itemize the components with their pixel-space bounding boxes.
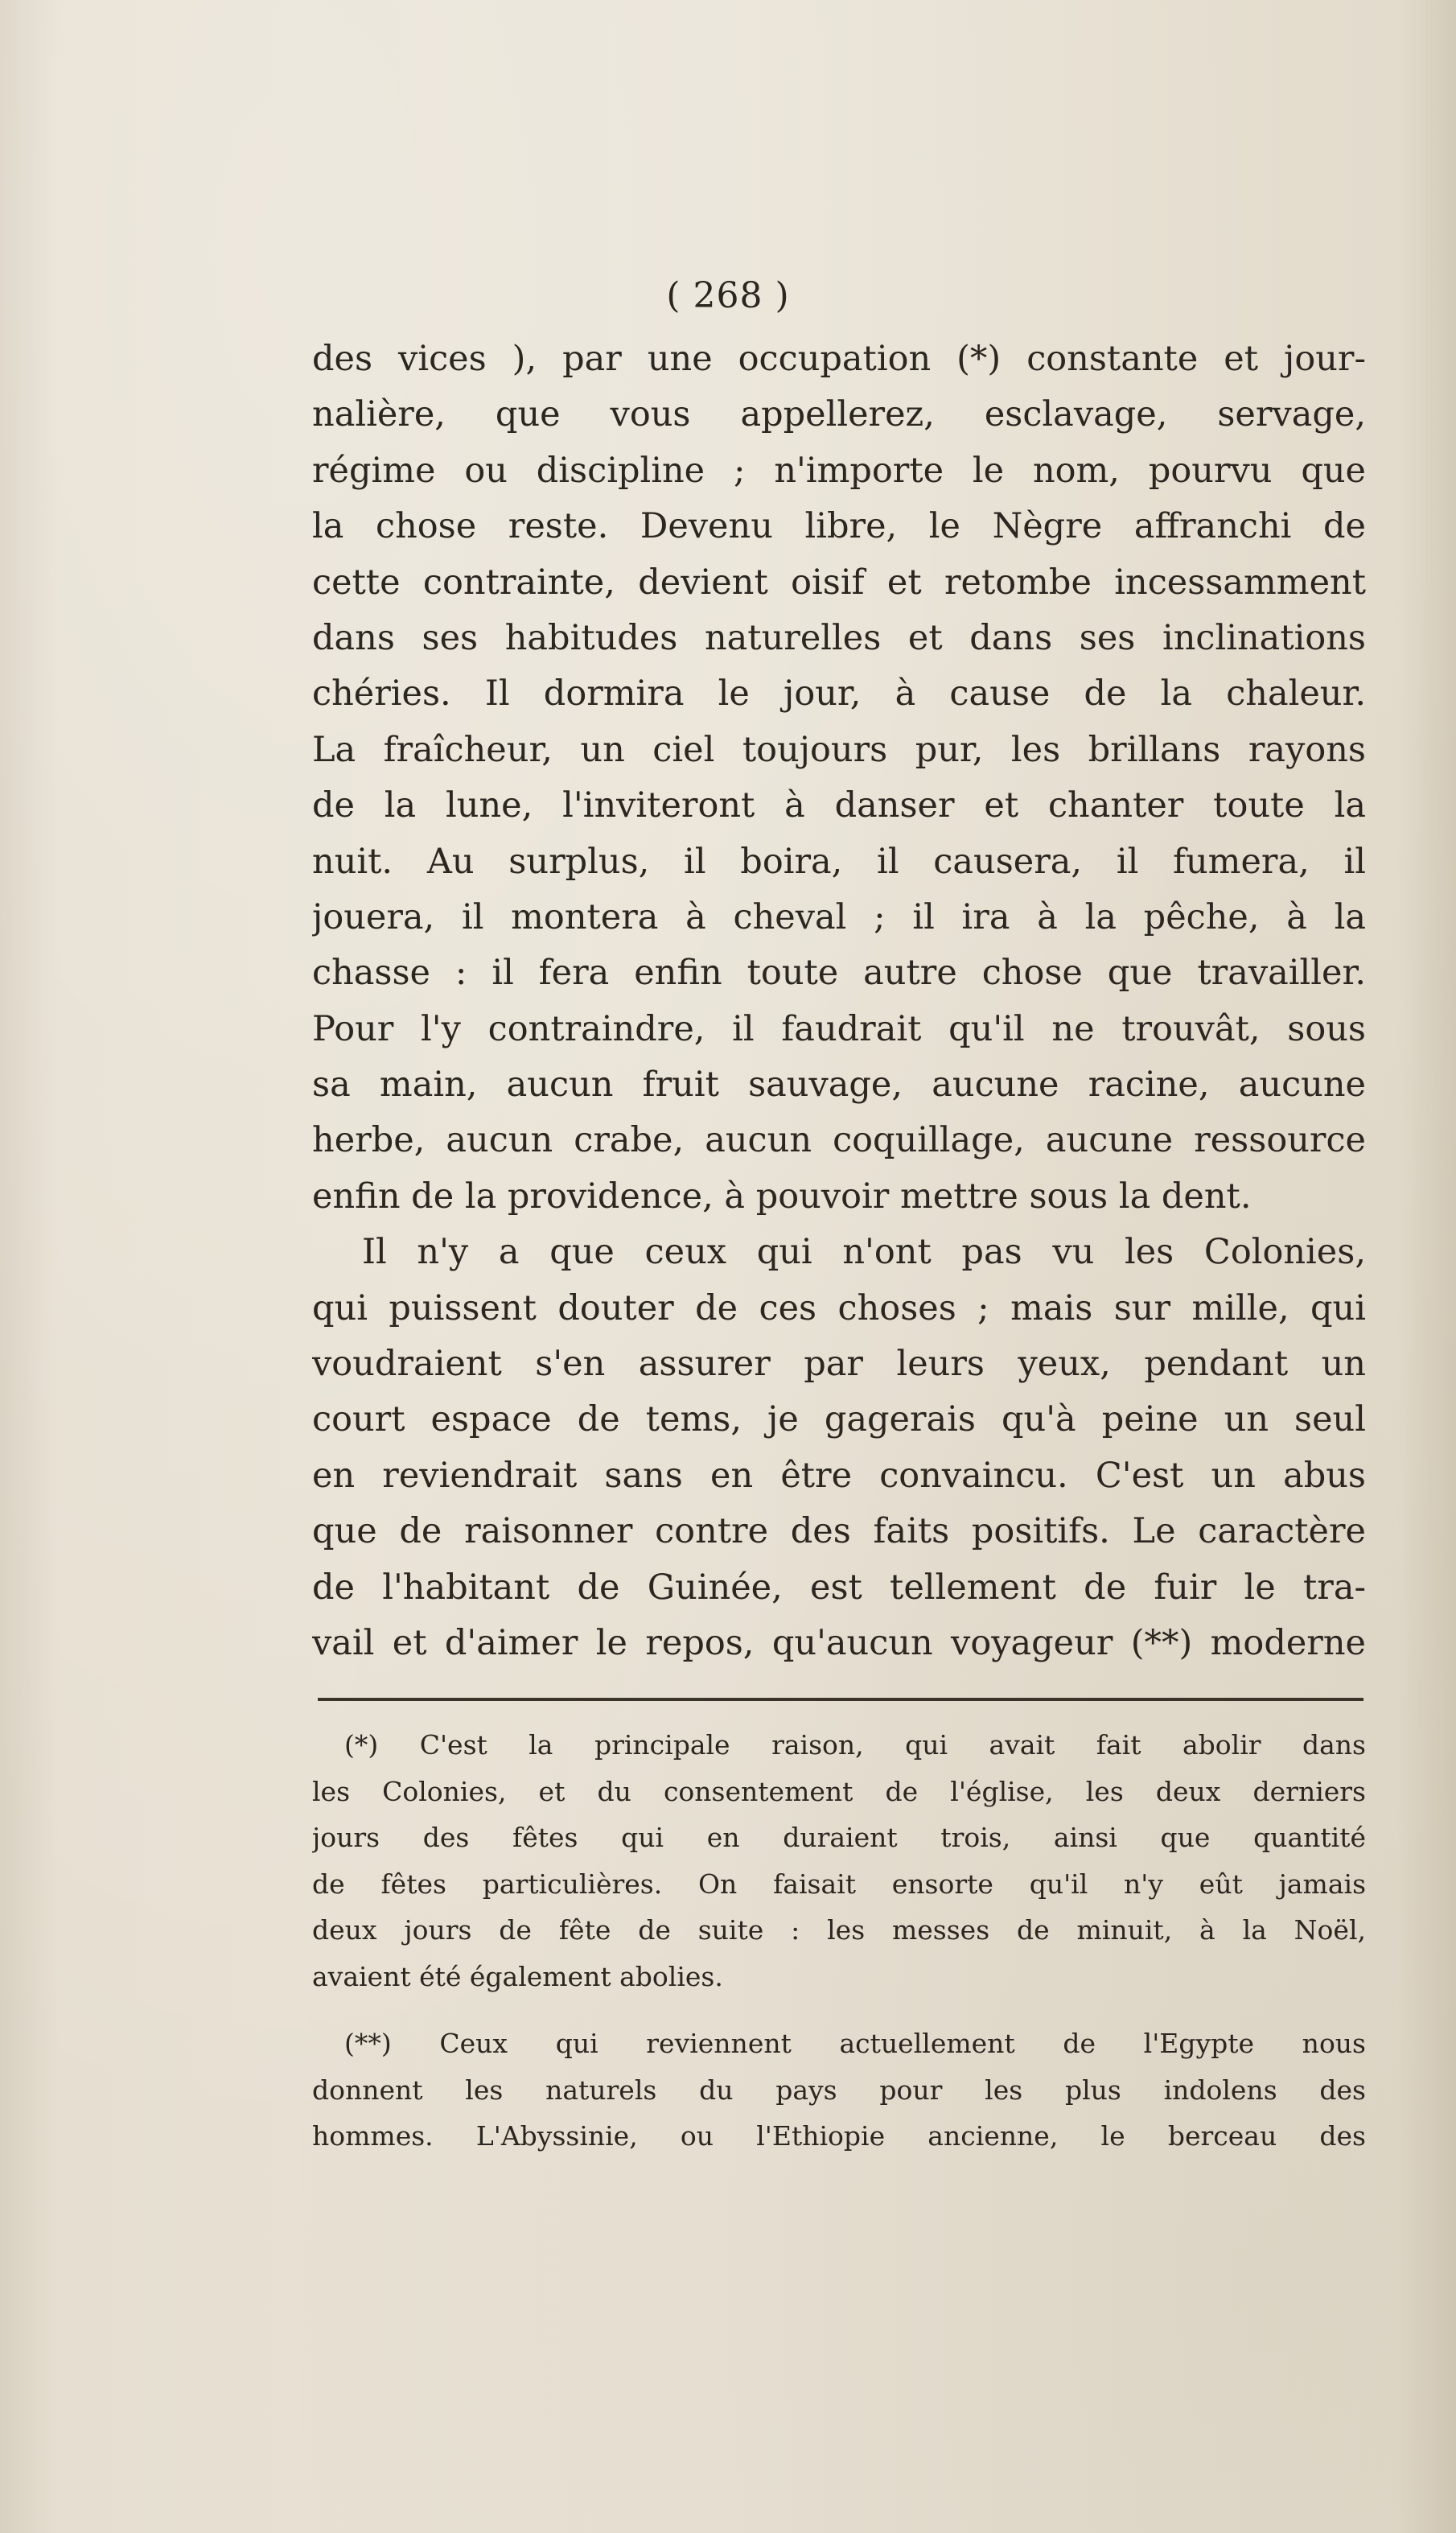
- footnote-2: [312, 2020, 1366, 2160]
- footnotes: [312, 1722, 1366, 2160]
- text-line-paragraph-start: Il n'y a que ceux qui n'ont pas vu les Colonies,: [362, 1232, 1366, 1273]
- text-line: de l'habitant de Guinée, est tellement de fuir le tra-: [312, 1567, 1366, 1608]
- footnote-line: avaient été également abolies.: [312, 1960, 723, 1992]
- text-line: cette contrainte, devient oisif et retombe incessamment: [312, 562, 1366, 603]
- text-line: dans ses habitudes naturelles et dans ses inclinations: [312, 617, 1366, 658]
- text-line: Pour l'y contraindre, il faudrait qu'il ne trouvât, sous: [312, 1008, 1366, 1049]
- footnote-line: de fêtes particulières. On faisait ensorte qu'il n'y eût jamais: [312, 1868, 1366, 1900]
- text-line: des vices ), par une occupation (*) constante et jour-: [312, 339, 1366, 379]
- text-line: que de raisonner contre des faits positifs. Le caractère: [312, 1511, 1366, 1552]
- text-line: enfin de la providence, à pouvoir mettre sous la dent.: [312, 1176, 1252, 1217]
- text-line: en reviendrait sans en être convaincu. C'est un abus: [312, 1455, 1366, 1496]
- footnote-line: deux jours de fête de suite : les messes de minuit, à la Noël,: [312, 1914, 1366, 1946]
- main-text: [312, 332, 1366, 1671]
- text-line: chasse : il fera enfin toute autre chose que travailler.: [312, 953, 1366, 994]
- text-line: qui puissent douter de ces choses ; mais sur mille, qui: [312, 1287, 1366, 1328]
- text-line: la chose reste. Devenu libre, le Nègre affranchi de: [312, 506, 1366, 547]
- footnote-line: (*) C'est la principale raison, qui avait fait abolir dans: [344, 1729, 1366, 1761]
- text-line: vail et d'aimer le repos, qu'aucun voyageur (**) moderne: [312, 1622, 1366, 1663]
- text-line: La fraîcheur, un ciel toujours pur, les brillans rayons: [312, 729, 1366, 770]
- text-line: nuit. Au surplus, il boira, il causera, il fumera, il: [312, 841, 1366, 882]
- text-line: herbe, aucun crabe, aucun coquillage, aucune ressource: [312, 1120, 1366, 1161]
- footnote-line: hommes. L'Abyssinie, ou l'Ethiopie ancienne, le berceau des: [312, 2120, 1366, 2152]
- text-line: jouera, il montera à cheval ; il ira à la pêche, à la: [312, 896, 1366, 937]
- footnote-line: jours des fêtes qui en duraient trois, ainsi que quantité: [312, 1822, 1366, 1853]
- text-line: chéries. Il dormira le jour, à cause de la chaleur.: [312, 673, 1366, 715]
- text-line: de la lune, l'inviteront à danser et chanter toute la: [312, 785, 1366, 826]
- text-line: voudraient s'en assurer par leurs yeux, pendant un: [312, 1344, 1366, 1385]
- text-line: régime ou discipline ; n'importe le nom, pourvu que: [312, 450, 1366, 491]
- text-line: nalière, que vous appellerez, esclavage, servage,: [312, 394, 1366, 435]
- footnote-line: (**) Ceux qui reviennent actuellement de l'Egypte nous: [344, 2028, 1366, 2059]
- footnote-1: [312, 1722, 1366, 2000]
- text-line: sa main, aucun fruit sauvage, aucune racine, aucune: [312, 1065, 1366, 1106]
- footnote-line: donnent les naturels du pays pour les plus indolens des: [312, 2074, 1366, 2106]
- footnote-divider: [318, 1698, 1363, 1701]
- footnote-line: les Colonies, et du consentement de l'église, les deux derniers: [312, 1775, 1366, 1807]
- page-number: ( 268 ): [666, 275, 790, 316]
- text-line: court espace de tems, je gagerais qu'à peine un seul: [312, 1399, 1366, 1440]
